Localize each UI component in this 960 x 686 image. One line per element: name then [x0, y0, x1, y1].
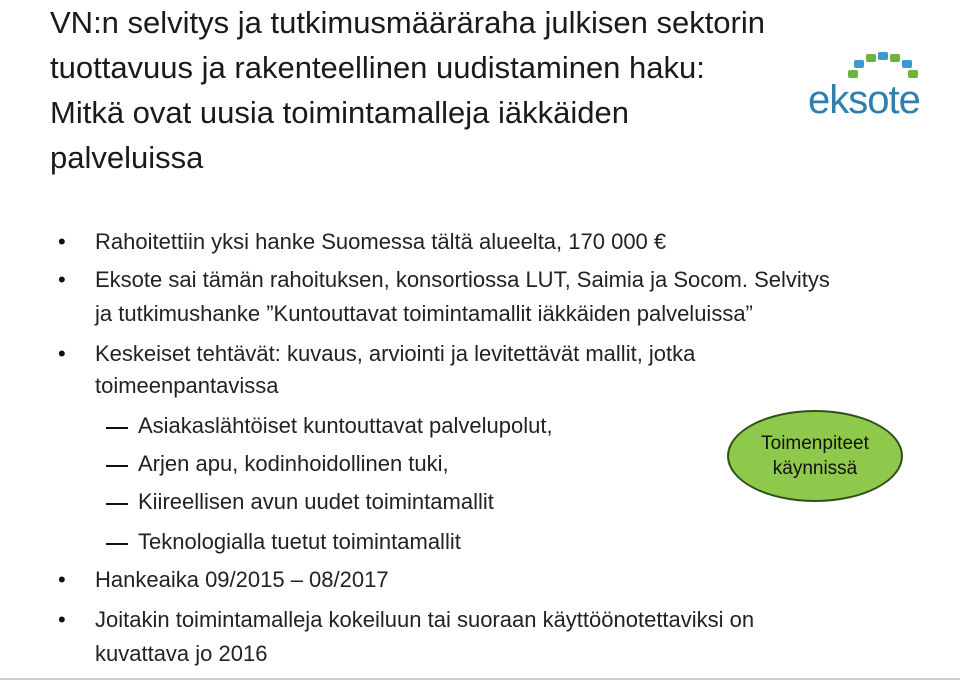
slide-title: VN:n selvitys ja tutkimusmääräraha julkisen sektorin tuottavuus ja rakenteellinen uudistaminen haku: Mitkä ovat uusia toimintamalleja iäkkäiden palveluissa	[50, 5, 765, 175]
sub-bullet-technology: Teknologialla tuetut toimintamallit	[138, 529, 461, 554]
sub-bullet-dash	[106, 465, 128, 467]
sub-bullet-urgent-help: Kiireellisen avun uudet toimintamallit	[138, 489, 494, 514]
bullet-models-line2: kuvattava jo 2016	[95, 641, 268, 666]
callout-line2: käynnissä	[772, 458, 858, 479]
bullet-dot: •	[58, 267, 66, 292]
footer-divider	[0, 678, 960, 680]
bullet-funding: Rahoitettiin yksi hanke Suomessa tältä alueelta, 170 000 €	[95, 229, 667, 254]
status-callout	[727, 410, 903, 502]
sub-bullet-dash	[106, 543, 128, 545]
sub-bullet-dash	[106, 427, 128, 429]
bullet-tasks-line1: Keskeiset tehtävät: kuvaus, arviointi ja levitettävät mallit, jotka	[95, 341, 696, 366]
sub-bullet-dash	[106, 503, 128, 505]
bullet-models-line1: Joitakin toimintamalleja kokeiluun tai suoraan käyttöönotettaviksi on	[95, 607, 755, 632]
logo-wordmark: eksote	[808, 78, 920, 122]
bullet-consortium-line2: ja tutkimushanke ”Kuntouttavat toimintamallit iäkkäiden palveluissa”	[95, 301, 753, 326]
bullet-dot: •	[58, 229, 66, 254]
bullet-tasks-line2: toimeenpantavissa	[95, 373, 279, 398]
sub-bullet-daily-help: Arjen apu, kodinhoidollinen tuki,	[138, 451, 449, 476]
bullet-dot: •	[58, 567, 66, 592]
bullet-dot: •	[58, 341, 66, 366]
bullet-consortium-line1: Eksote sai tämän rahoituksen, konsortiossa LUT, Saimia ja Socom. Selvitys	[95, 267, 830, 292]
callout-line1: Toimenpiteet	[761, 433, 869, 454]
bullet-project-period: Hankeaika 09/2015 – 08/2017	[95, 567, 389, 592]
sub-bullet-service-paths: Asiakaslähtöiset kuntouttavat palvelupolut,	[138, 413, 553, 438]
bullet-dot: •	[58, 607, 66, 632]
